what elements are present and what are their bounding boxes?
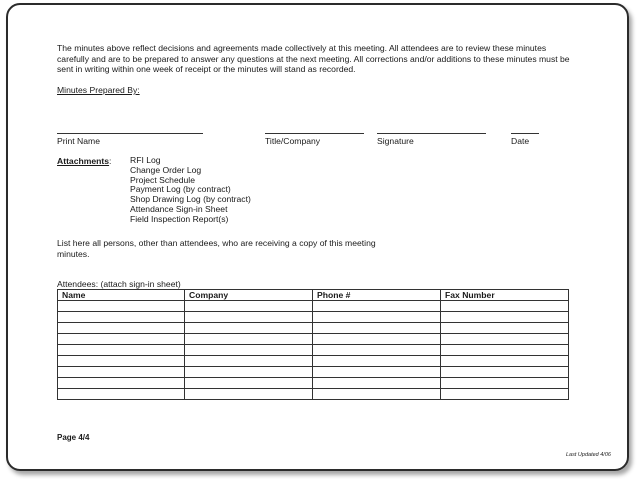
table-cell[interactable]: [441, 389, 569, 400]
attachment-item: Payment Log (by contract): [130, 184, 231, 195]
attendees-table: [57, 289, 569, 400]
table-cell[interactable]: [313, 356, 441, 367]
column-header-fax: Fax Number: [441, 290, 569, 301]
table-cell[interactable]: [58, 312, 185, 323]
column-header-phone: Phone #: [313, 290, 441, 301]
table-row: [58, 367, 569, 378]
attachment-item: Shop Drawing Log (by contract): [130, 194, 251, 205]
table-cell[interactable]: [58, 378, 185, 389]
date-line: [511, 133, 539, 134]
table-cell[interactable]: [185, 378, 313, 389]
table-cell[interactable]: [185, 323, 313, 334]
attachment-item: Project Schedule: [130, 174, 195, 185]
table-cell[interactable]: [441, 367, 569, 378]
table-header-row: [58, 290, 569, 301]
attendees-label: Attendees: (attach sign-in sheet): [57, 279, 181, 289]
table-row: [58, 301, 569, 312]
table-cell[interactable]: [313, 345, 441, 356]
table-cell[interactable]: [185, 367, 313, 378]
last-updated: Last Updated 4/06: [566, 452, 611, 458]
table-cell[interactable]: [441, 378, 569, 389]
table-row: [58, 356, 569, 367]
table-cell[interactable]: [185, 389, 313, 400]
attachment-item: RFI Log: [130, 155, 161, 165]
table-cell[interactable]: [58, 389, 185, 400]
table-cell[interactable]: [313, 334, 441, 345]
table-row: [58, 334, 569, 345]
table-cell[interactable]: [313, 389, 441, 400]
signature-line: [377, 133, 486, 134]
table-row: [58, 323, 569, 334]
attachment-item: Change Order Log: [130, 164, 202, 175]
table-cell[interactable]: [313, 378, 441, 389]
table-cell[interactable]: [185, 356, 313, 367]
attachment-item: Attendance Sign-in Sheet: [130, 203, 228, 214]
column-header-name: Name: [58, 290, 185, 301]
print-name-label: Print Name: [57, 136, 100, 146]
table-cell[interactable]: [441, 301, 569, 312]
page-number: Page 4/4: [57, 433, 90, 442]
table-cell[interactable]: [313, 323, 441, 334]
date-label: Date: [511, 136, 530, 146]
attachments-colon: :: [109, 156, 112, 166]
table-cell[interactable]: [58, 301, 185, 312]
title-company-label: Title/Company: [265, 136, 321, 146]
table-cell[interactable]: [58, 334, 185, 345]
minutes-prepared-by-label: Minutes Prepared By:: [57, 85, 140, 95]
table-cell[interactable]: [58, 323, 185, 334]
table-cell[interactable]: [313, 312, 441, 323]
table-cell[interactable]: [185, 345, 313, 356]
table-cell[interactable]: [185, 334, 313, 345]
table-cell[interactable]: [58, 367, 185, 378]
attachments-label: Attachments: [57, 156, 110, 166]
table-cell[interactable]: [185, 312, 313, 323]
table-cell[interactable]: [441, 323, 569, 334]
table-cell[interactable]: [58, 356, 185, 367]
table-row: [58, 312, 569, 323]
table-cell[interactable]: [313, 367, 441, 378]
column-header-company: Company: [185, 290, 313, 301]
table-cell[interactable]: [441, 356, 569, 367]
copy-recipients-text: List here all persons, other than attendees, who are receiving a copy of this meeting minutes.: [57, 238, 376, 259]
signature-label: Signature: [377, 136, 414, 146]
attachment-item: Field Inspection Report(s): [130, 213, 229, 224]
table-cell[interactable]: [313, 301, 441, 312]
attachments-list: [130, 156, 251, 225]
table-row: [58, 389, 569, 400]
table-cell[interactable]: [441, 345, 569, 356]
title-company-line: [265, 133, 364, 134]
table-cell[interactable]: [58, 345, 185, 356]
table-row: [58, 345, 569, 356]
table-cell[interactable]: [441, 334, 569, 345]
intro-paragraph: The minutes above reflect decisions and agreements made collectively at this meeting. All attendees are to review these minutes carefully and are to be prepared to answer any questions at the next meeting. All corrections and/or additions to these minutes must be sent in writing within one week of receipt or the minutes will stand as recorded.: [57, 43, 570, 75]
table-cell[interactable]: [185, 301, 313, 312]
table-cell[interactable]: [441, 312, 569, 323]
table-row: [58, 378, 569, 389]
attendees-table-body: [58, 301, 569, 400]
print-name-line: [57, 133, 203, 134]
